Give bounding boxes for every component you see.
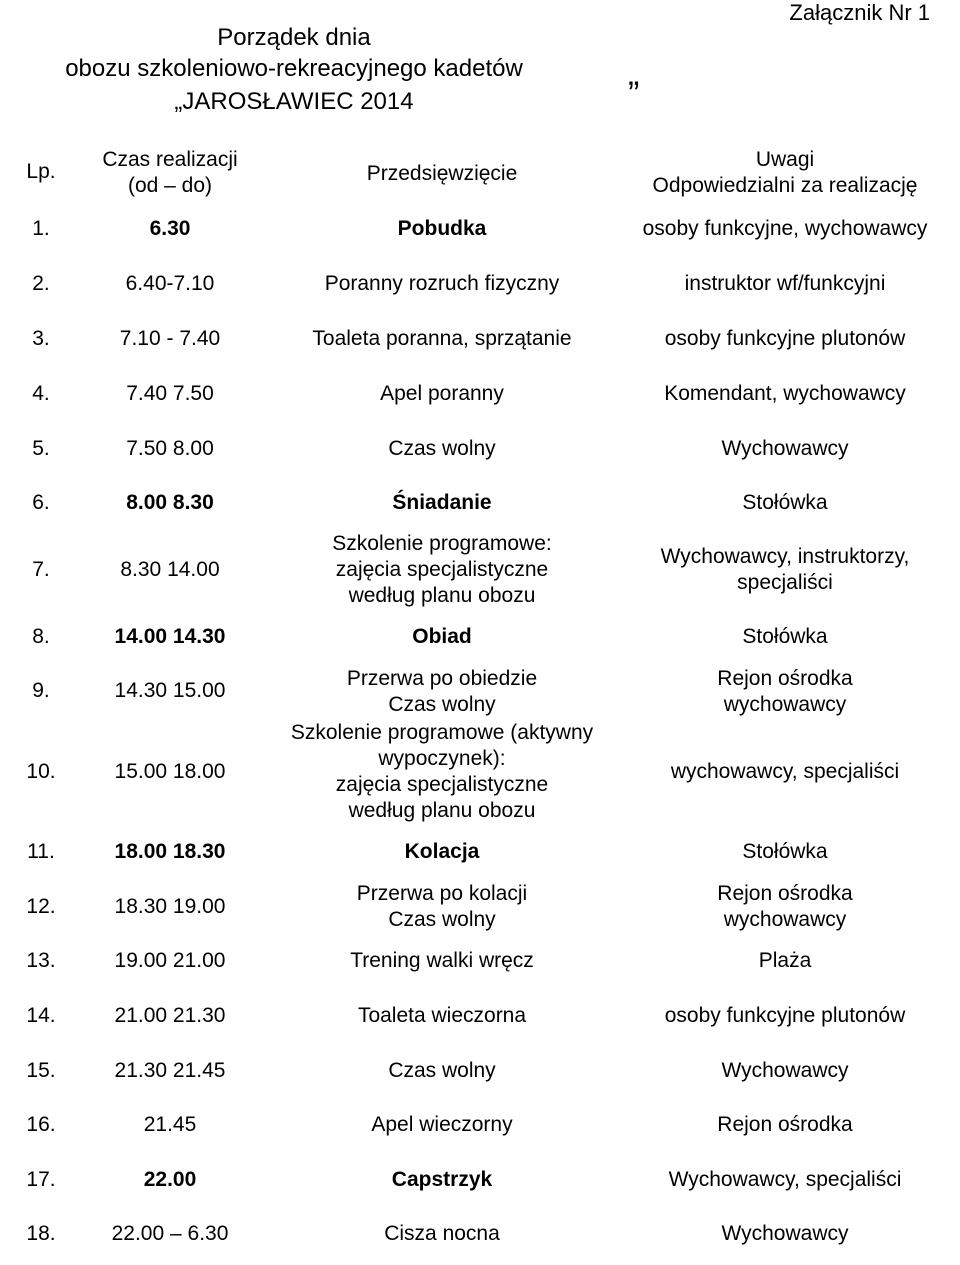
row-event: Poranny rozruch fizyczny — [324, 272, 560, 295]
row-resp-line-1: Rejon ośrodka — [717, 882, 853, 905]
row-resp: wychowawcy, specjaliści — [670, 760, 900, 783]
row-time: 22.00 – 6.30 — [111, 1222, 229, 1245]
row-resp: osoby funkcyjne plutonów — [664, 1004, 906, 1027]
row-lp: 7. — [32, 558, 50, 581]
close-quote: ” — [628, 75, 640, 113]
header-resp-2: Odpowiedzialni za realizację — [652, 174, 918, 197]
row-event: Kolacja — [404, 840, 480, 863]
row-event-line-2: Czas wolny — [388, 908, 496, 931]
row-lp: 14. — [26, 1004, 56, 1027]
row-time: 14.00 14.30 — [114, 625, 226, 648]
row-event: Toaleta poranna, sprzątanie — [312, 327, 572, 350]
row-lp: 8. — [32, 625, 50, 648]
row-resp-line-1: Rejon ośrodka — [717, 667, 853, 690]
row-time: 19.00 21.00 — [114, 949, 226, 972]
row-time: 7.10 - 7.40 — [119, 327, 221, 350]
row-resp-line-2: wychowawcy — [723, 908, 847, 931]
row-resp: Stołówka — [742, 625, 828, 648]
row-resp: Stołówka — [742, 491, 828, 514]
header-event: Przedsięwzięcie — [366, 162, 518, 185]
row-resp: Wychowawcy — [721, 1222, 849, 1245]
table-header — [0, 145, 960, 200]
row-time: 15.00 18.00 — [114, 760, 226, 783]
camp-name: JAROSŁAWIEC 2014 — [182, 88, 414, 115]
row-event-line-1: Przerwa po obiedzie — [346, 667, 538, 690]
title-line-1: Porządek dnia — [217, 24, 371, 51]
row-resp: osoby funkcyjne plutonów — [664, 327, 906, 350]
title-line-3 — [0, 75, 774, 117]
row-event: Cisza nocna — [384, 1222, 500, 1245]
row-resp: Stołówka — [742, 840, 828, 863]
row-lp: 4. — [32, 382, 50, 405]
row-lp: 13. — [26, 949, 56, 972]
row-lp: 15. — [26, 1059, 56, 1082]
row-lp: 6. — [32, 491, 50, 514]
row-event-line-1: Szkolenie programowe (aktywny — [290, 721, 594, 744]
row-resp-line-2: wychowawcy — [723, 693, 847, 716]
row-event: Śniadanie — [392, 491, 492, 514]
row-event-line-2: wypoczynek): — [378, 747, 506, 770]
row-resp: Wychowawcy — [721, 1059, 849, 1082]
row-lp: 3. — [32, 327, 50, 350]
row-lp: 12. — [26, 895, 56, 918]
row-resp: osoby funkcyjne, wychowawcy — [642, 217, 928, 240]
row-resp: Rejon ośrodka — [717, 1113, 853, 1136]
header-time-2: (od – do) — [127, 174, 213, 197]
row-event: Trening walki wręcz — [350, 949, 534, 972]
row-lp: 1. — [32, 217, 50, 240]
row-time: 18.30 19.00 — [114, 895, 226, 918]
row-time: 21.45 — [143, 1113, 197, 1136]
row-time: 21.00 21.30 — [114, 1004, 226, 1027]
row-event-line-4: według planu obozu — [348, 799, 536, 822]
row-time: 22.00 — [143, 1168, 197, 1191]
row-event-line-1: Przerwa po kolacji — [356, 882, 528, 905]
title-line-2: obozu szkoleniowo-rekreacyjnego kadetów — [65, 55, 523, 82]
row-lp: 16. — [26, 1113, 56, 1136]
row-lp: 10. — [26, 760, 56, 783]
row-resp: Komendant, wychowawcy — [664, 382, 906, 405]
row-event: Capstrzyk — [391, 1168, 493, 1191]
row-resp: Wychowawcy — [721, 437, 849, 460]
row-time: 7.50 8.00 — [126, 437, 214, 460]
row-event: Czas wolny — [388, 437, 496, 460]
attachment-label: Załącznik Nr 1 — [789, 0, 930, 25]
row-lp: 2. — [32, 272, 50, 295]
row-time: 8.00 8.30 — [126, 491, 214, 514]
row-event: Pobudka — [397, 217, 487, 240]
row-event-line-3: według planu obozu — [348, 584, 536, 607]
row-resp: Wychowawcy, specjaliści — [668, 1168, 902, 1191]
row-resp-line-1: Wychowawcy, instruktorzy, — [660, 545, 910, 568]
header-resp-1: Uwagi — [755, 148, 815, 171]
row-lp: 5. — [32, 437, 50, 460]
row-time: 8.30 14.00 — [120, 558, 220, 581]
row-resp: Plaża — [758, 949, 812, 972]
row-event: Toaleta wieczorna — [357, 1004, 527, 1027]
row-event: Obiad — [412, 625, 472, 648]
row-lp: 9. — [32, 679, 50, 702]
row-event: Apel wieczorny — [371, 1113, 513, 1136]
header-lp: Lp. — [26, 160, 56, 183]
row-time: 6.40-7.10 — [125, 272, 215, 295]
row-time: 7.40 7.50 — [126, 382, 214, 405]
row-event-line-3: zajęcia specjalistyczne — [335, 773, 549, 796]
row-time: 6.30 — [149, 217, 191, 240]
row-lp: 17. — [26, 1168, 56, 1191]
row-event-line-2: Czas wolny — [388, 693, 496, 716]
header-time-1: Czas realizacji — [102, 148, 238, 171]
row-resp: instruktor wf/funkcyjni — [684, 272, 886, 295]
row-event: Apel poranny — [380, 382, 504, 405]
row-event: Czas wolny — [388, 1059, 496, 1082]
row-lp: 18. — [26, 1222, 56, 1245]
row-event-line-2: zajęcia specjalistyczne — [335, 558, 549, 581]
row-time: 18.00 18.30 — [114, 840, 226, 863]
open-quote: „ — [174, 88, 183, 115]
row-time: 14.30 15.00 — [114, 679, 226, 702]
row-resp-line-2: specjaliści — [737, 571, 833, 594]
row-lp: 11. — [27, 840, 55, 863]
row-event-line-1: Szkolenie programowe: — [332, 532, 552, 555]
row-time: 21.30 21.45 — [114, 1059, 226, 1082]
